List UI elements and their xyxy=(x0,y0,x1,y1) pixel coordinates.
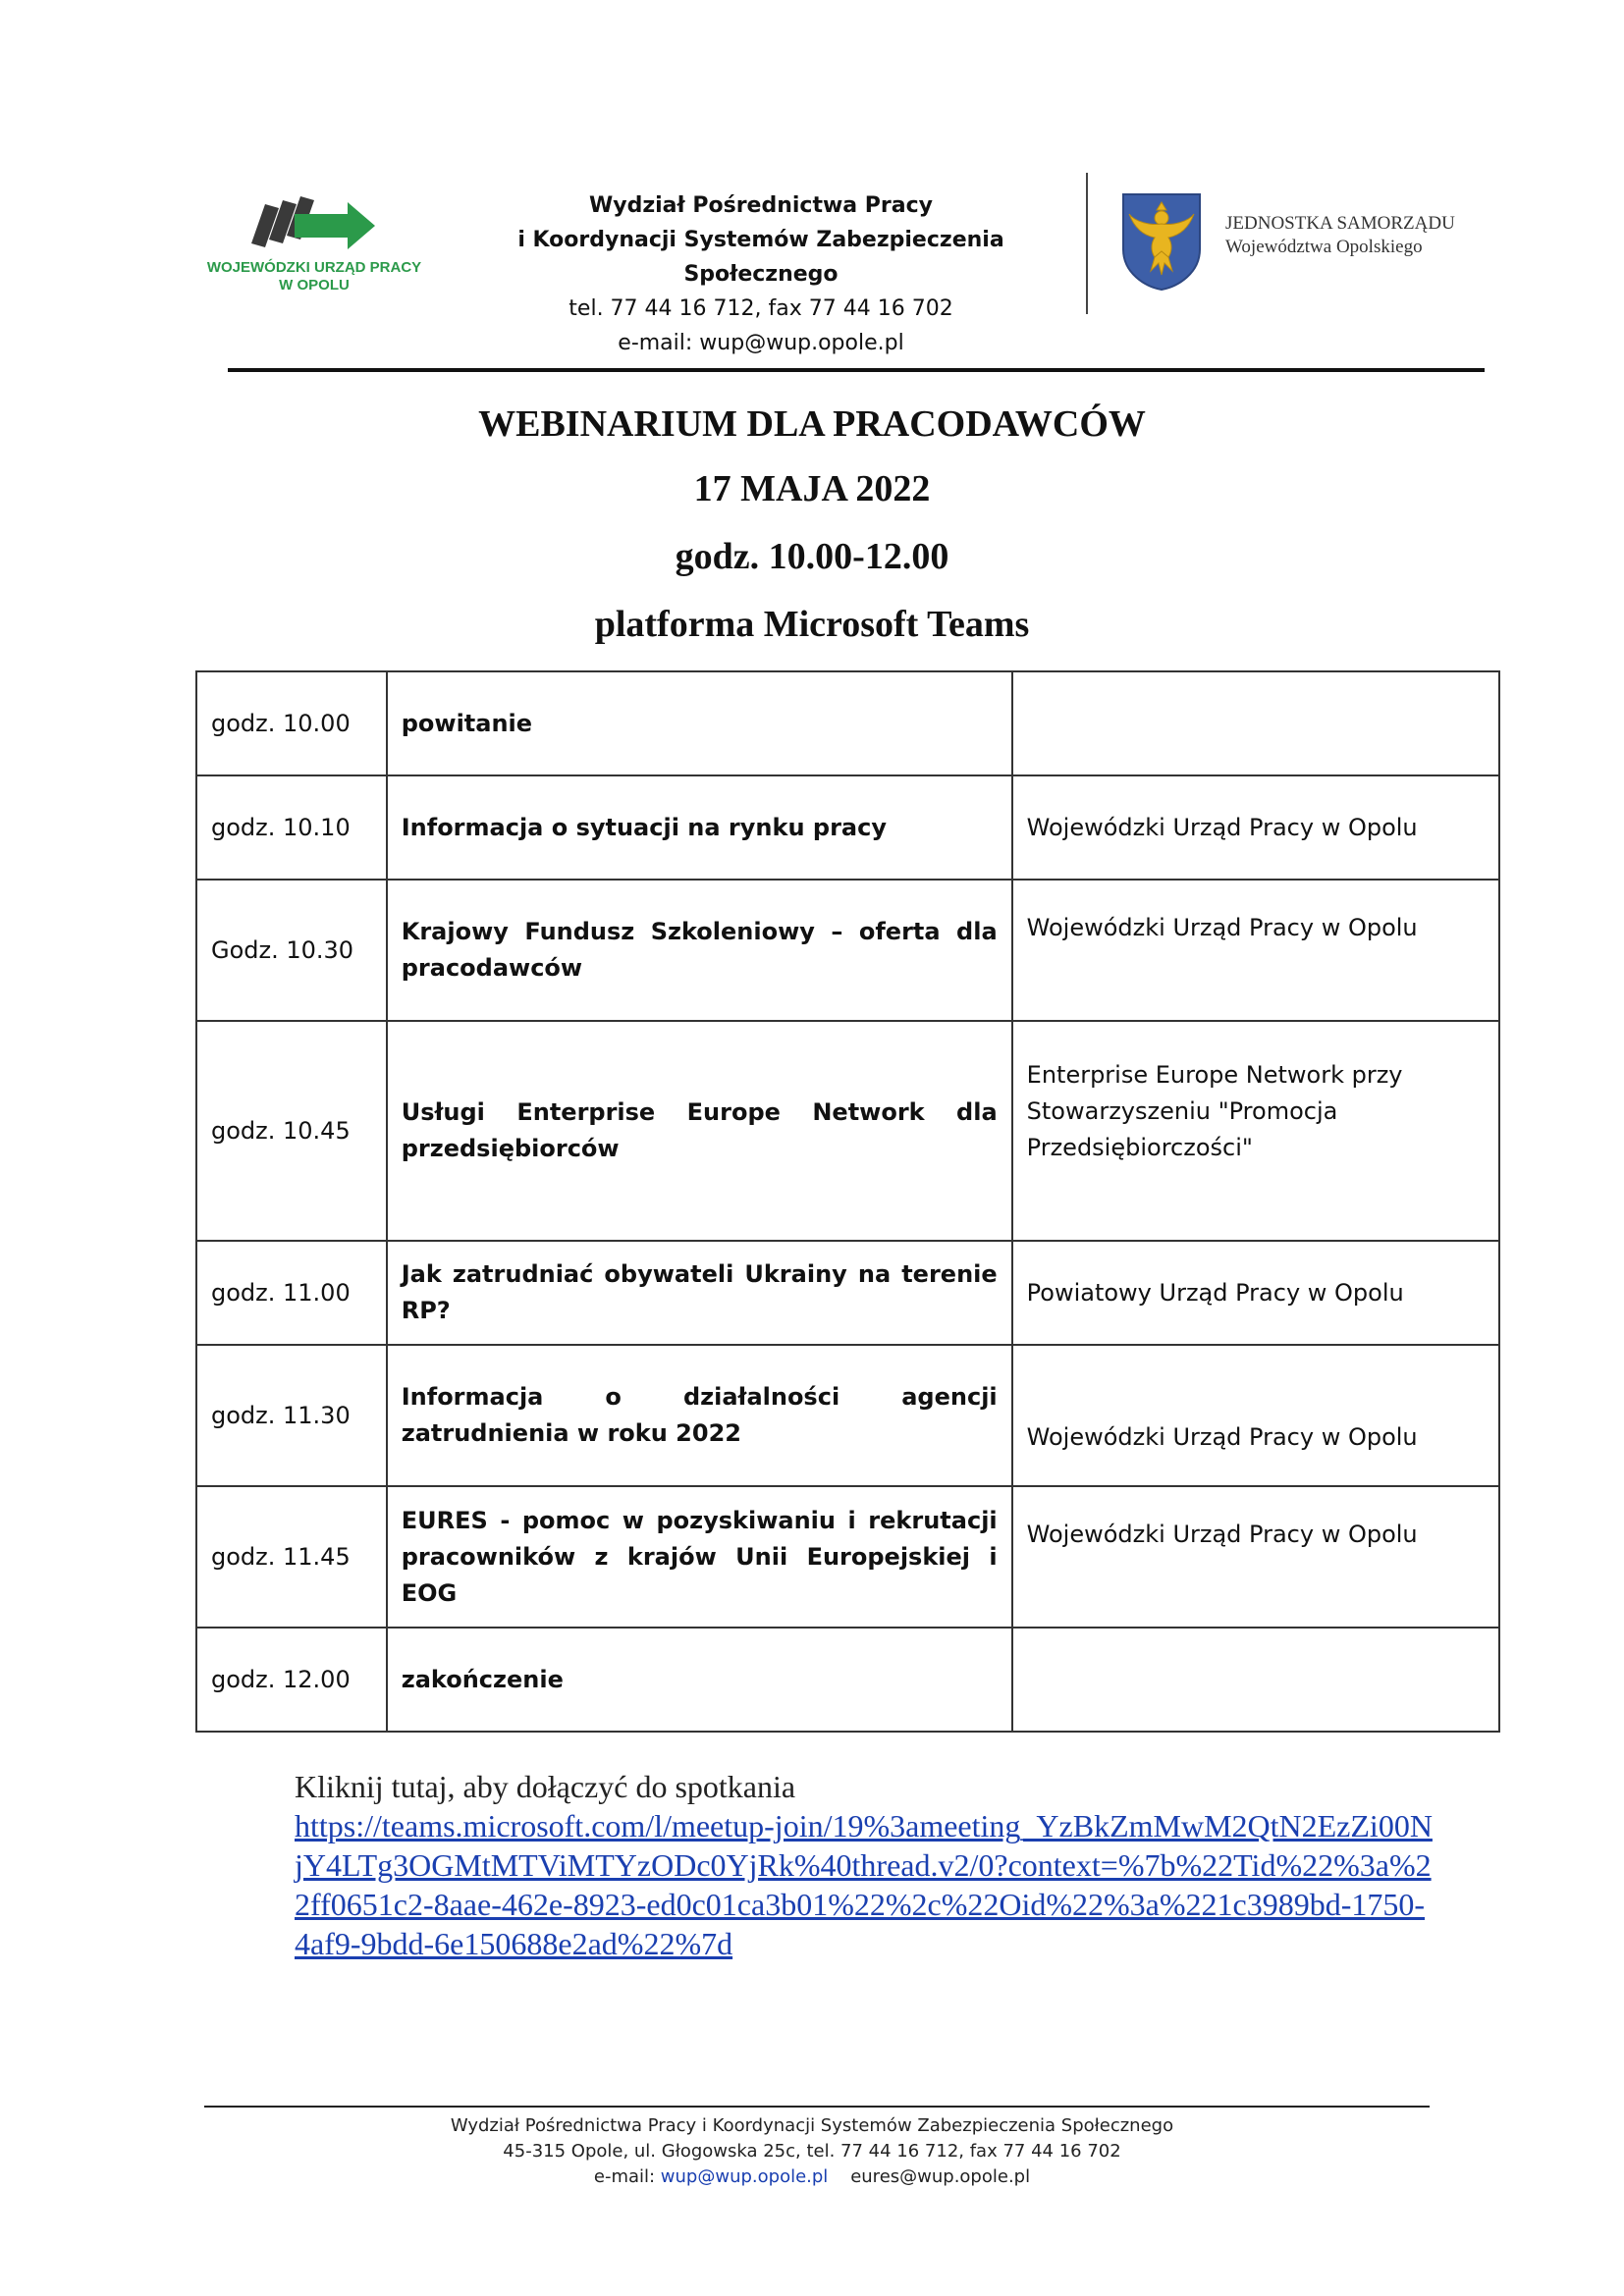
table-row xyxy=(196,1345,1499,1486)
agenda-topic: powitanie xyxy=(387,671,1012,775)
table-row xyxy=(196,1628,1499,1732)
agenda-topic: Informacja o sytuacji na rynku pracy xyxy=(387,775,1012,880)
join-section xyxy=(295,1767,1434,1963)
table-row xyxy=(196,775,1499,880)
join-label: Kliknij tutaj, aby dołączyć do spotkania xyxy=(295,1769,796,1804)
agenda-time: Godz. 10.30 xyxy=(196,880,387,1021)
agenda-time: godz. 10.10 xyxy=(196,775,387,880)
agenda-topic: Jak zatrudniać obywateli Ukrainy na terenie RP? xyxy=(387,1241,1012,1345)
jst-text xyxy=(1225,212,1455,259)
agenda-topic: zakończenie xyxy=(387,1628,1012,1732)
header-contact-block xyxy=(457,188,1065,360)
agenda-organizer: Wojewódzki Urząd Pracy w Opolu xyxy=(1012,775,1499,880)
table-row xyxy=(196,880,1499,1021)
agenda-topic: Usługi Enterprise Europe Network dla przedsiębiorców xyxy=(387,1021,1012,1241)
wup-logo xyxy=(196,188,432,296)
logo-text-line1: WOJEWÓDZKI URZĄD PRACY xyxy=(206,259,422,276)
footer-department: Wydział Pośrednictwa Pracy i Koordynacji Systemów Zabezpieczenia Społecznego xyxy=(450,2115,1174,2136)
event-time: godz. 10.00-12.00 xyxy=(675,536,949,577)
agenda-time: godz. 11.00 xyxy=(196,1241,387,1345)
header-rule xyxy=(228,368,1485,372)
header-phone: tel. 77 44 16 712, fax 77 44 16 702 xyxy=(568,296,953,321)
agenda-time: godz. 11.45 xyxy=(196,1486,387,1628)
agenda-organizer: Powiatowy Urząd Pracy w Opolu xyxy=(1012,1241,1499,1345)
agenda-time: godz. 11.30 xyxy=(196,1345,387,1486)
agenda-time: godz. 10.45 xyxy=(196,1021,387,1241)
agenda-topic: EURES - pomoc w pozyskiwaniu i rekrutacji pracowników z krajów Unii Europejskiej i EOG xyxy=(387,1486,1012,1628)
table-row xyxy=(196,671,1499,775)
table-row xyxy=(196,1241,1499,1345)
agenda-organizer: Wojewódzki Urząd Pracy w Opolu xyxy=(1012,880,1499,1021)
agenda-organizer xyxy=(1012,671,1499,775)
footer-address: 45-315 Opole, ul. Głogowska 25c, tel. 77 44 16 712, fax 77 44 16 702 xyxy=(503,2141,1121,2162)
opolskie-crest-icon xyxy=(1121,192,1202,291)
agenda-organizer xyxy=(1012,1628,1499,1732)
agenda-time: godz. 10.00 xyxy=(196,671,387,775)
wup-logo-graphic xyxy=(245,188,383,253)
table-row xyxy=(196,1021,1499,1241)
event-platform: platforma Microsoft Teams xyxy=(594,604,1030,645)
page-title: WEBINARIUM DLA PRACODAWCÓW xyxy=(478,403,1146,445)
jst-line2: Województwa Opolskiego xyxy=(1225,237,1423,257)
event-date: 17 MAJA 2022 xyxy=(693,468,931,509)
agenda-organizer: Wojewódzki Urząd Pracy w Opolu xyxy=(1012,1345,1499,1486)
jst-line1: JEDNOSTKA SAMORZĄDU xyxy=(1225,213,1455,234)
footer-email-eures[interactable]: eures@wup.opole.pl xyxy=(850,2166,1031,2187)
agenda-organizer: Enterprise Europe Network przy Stowarzyszeniu "Promocja Przedsiębiorczości" xyxy=(1012,1021,1499,1241)
department-name-line1: Wydział Pośrednictwa Pracy xyxy=(588,193,933,218)
agenda-organizer: Wojewódzki Urząd Pracy w Opolu xyxy=(1012,1486,1499,1628)
table-row xyxy=(196,1486,1499,1628)
footer-email-prefix: e-mail: xyxy=(593,2166,661,2187)
footer-rule xyxy=(204,2106,1430,2108)
footer-email-wup-link[interactable]: wup@wup.opole.pl xyxy=(660,2166,829,2187)
logo-text-line2: W OPOLU xyxy=(279,277,350,294)
agenda-time: godz. 12.00 xyxy=(196,1628,387,1732)
agenda-topic: Krajowy Fundusz Szkoleniowy – oferta dla pracodawców xyxy=(387,880,1012,1021)
header-divider xyxy=(1086,173,1088,314)
header-email: e-mail: wup@wup.opole.pl xyxy=(618,331,904,355)
agenda-topic: Informacja o działalności agencji zatrudnienia w roku 2022 xyxy=(387,1345,1012,1486)
teams-meeting-link[interactable]: https://teams.microsoft.com/l/meetup-join/19%3ameeting_YzBkZmMwM2QtN2EzZi00NjY4LTg3OGMtMTViMTYzODc0YjRk%40thread.v2/0?context=%7b%22Tid%22%3a%22ff0651c2-8aae-462e-8923-ed0c01ca3b01%22%2c%22Oid%22%3a%221c3989bd-1750-4af9-9bdd-6e150688e2ad%22%7d xyxy=(295,1808,1433,1961)
footer-emails xyxy=(0,2164,1624,2190)
footer xyxy=(0,2113,1624,2190)
department-name-line2: i Koordynacji Systemów Zabezpieczenia Społecznego xyxy=(517,228,1004,287)
agenda-table xyxy=(195,670,1500,1733)
